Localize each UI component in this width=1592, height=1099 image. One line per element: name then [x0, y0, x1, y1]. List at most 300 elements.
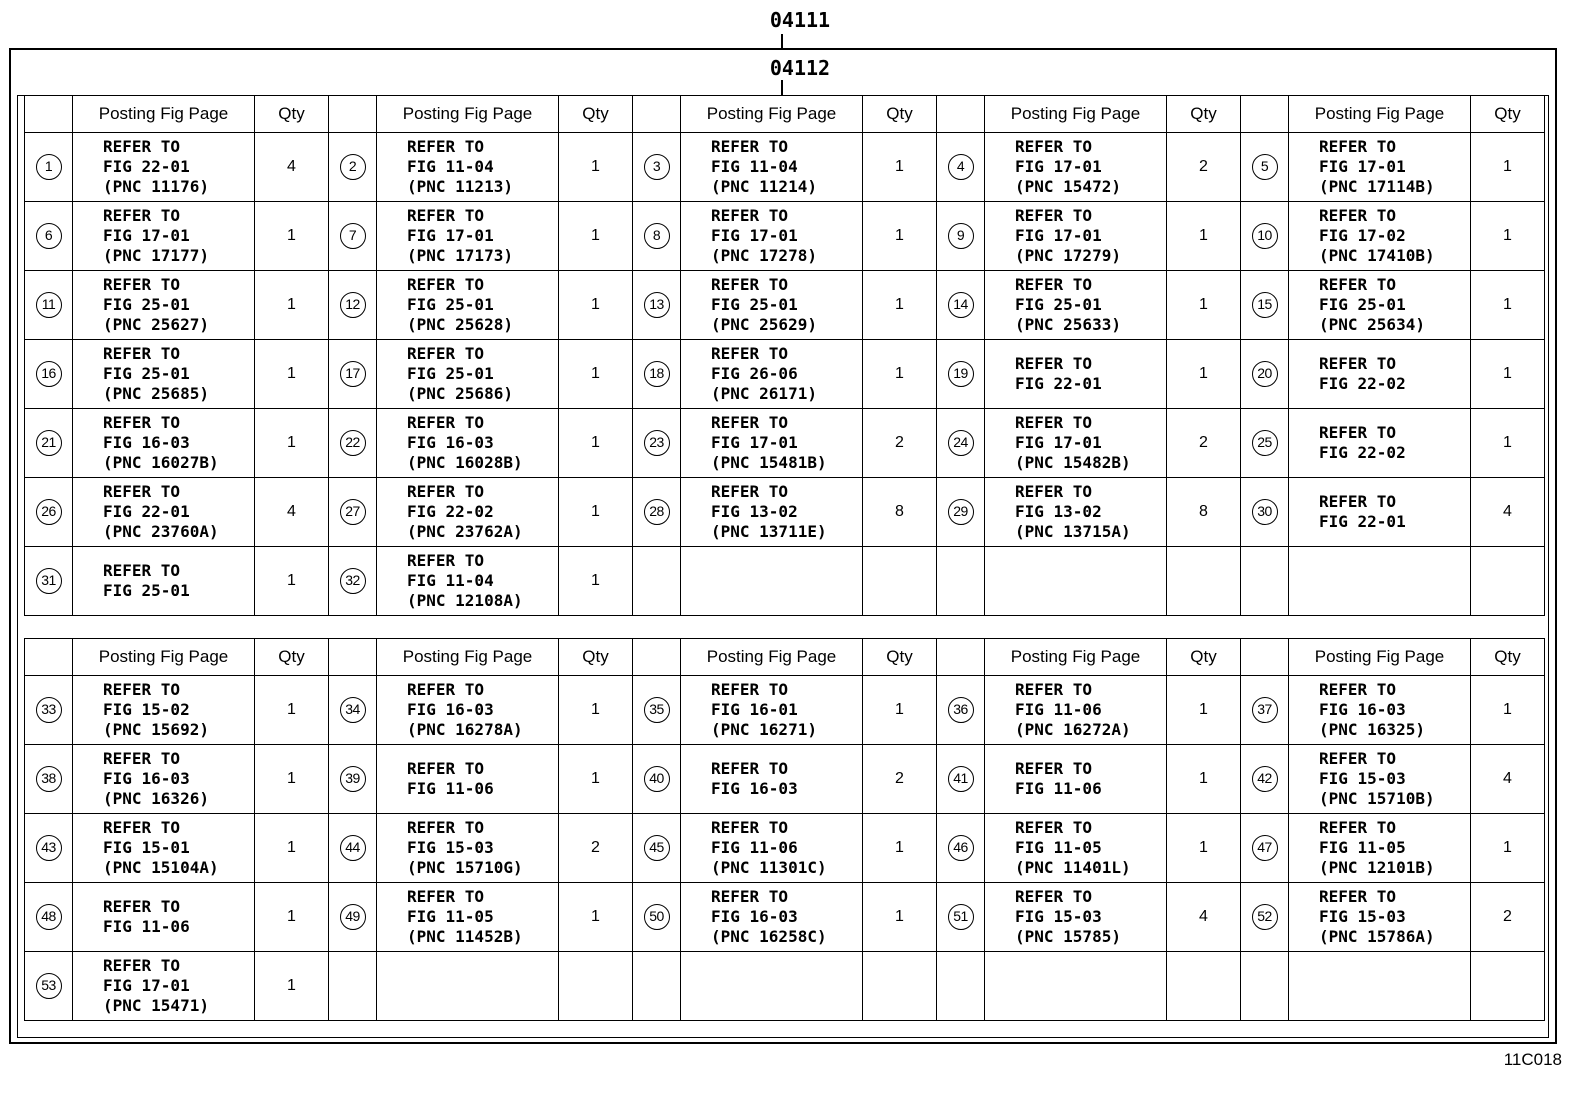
reference-line: FIG 16-03 — [103, 433, 190, 452]
reference-line: FIG 22-01 — [1015, 374, 1102, 393]
reference-line: REFER TO — [1015, 137, 1093, 156]
reference-line: FIG 16-01 — [711, 700, 798, 719]
qty-cell: 1 — [559, 547, 633, 616]
reference-cell — [73, 547, 255, 616]
reference-cell — [73, 952, 255, 1021]
item-number-badge: 53 — [36, 973, 62, 999]
reference-cell — [1289, 202, 1471, 271]
header-item-number — [1241, 639, 1289, 676]
item-number-cell — [937, 340, 985, 409]
reference-line: FIG 15-02 — [103, 700, 190, 719]
item-number-badge: 5 — [1252, 154, 1278, 180]
item-number-cell — [25, 676, 73, 745]
table-row — [25, 676, 1545, 745]
reference-line: FIG 17-01 — [103, 976, 190, 995]
qty-cell: 4 — [1471, 478, 1545, 547]
qty-cell: 1 — [255, 676, 329, 745]
reference-line: REFER TO — [1015, 759, 1093, 778]
header-qty: Qty — [863, 639, 937, 676]
reference-line: FIG 26-06 — [711, 364, 798, 383]
item-number-cell — [937, 271, 985, 340]
qty-cell: 1 — [863, 133, 937, 202]
reference-line: FIG 11-05 — [1319, 838, 1406, 857]
reference-line: REFER TO — [407, 887, 485, 906]
reference-line: REFER TO — [103, 482, 181, 501]
reference-line: FIG 11-04 — [407, 571, 494, 590]
item-number-cell — [25, 271, 73, 340]
reference-line: REFER TO — [1319, 206, 1397, 225]
reference-line: REFER TO — [1319, 137, 1397, 156]
qty-cell: 1 — [863, 883, 937, 952]
reference-cell — [681, 883, 863, 952]
qty-cell: 1 — [559, 676, 633, 745]
reference-line: FIG 16-03 — [711, 907, 798, 926]
reference-line: REFER TO — [711, 413, 789, 432]
qty-cell: 1 — [1167, 340, 1241, 409]
qty-cell: 1 — [255, 340, 329, 409]
reference-line: (PNC 17278) — [711, 246, 817, 265]
reference-cell — [73, 340, 255, 409]
reference-cell — [1289, 952, 1471, 1021]
qty-cell: 1 — [863, 676, 937, 745]
reference-line: (PNC 25627) — [103, 315, 209, 334]
reference-line: (PNC 17279) — [1015, 246, 1121, 265]
item-number-badge: 7 — [340, 223, 366, 249]
reference-line: (PNC 11301C) — [711, 858, 827, 877]
qty-cell: 1 — [1471, 340, 1545, 409]
item-number-cell — [25, 952, 73, 1021]
item-number-badge: 52 — [1252, 904, 1278, 930]
reference-line: REFER TO — [103, 749, 181, 768]
item-number-cell — [633, 814, 681, 883]
reference-line: REFER TO — [103, 956, 181, 975]
reference-line: (PNC 16326) — [103, 789, 209, 808]
item-number-cell — [25, 133, 73, 202]
reference-line: REFER TO — [711, 344, 789, 363]
reference-cell — [681, 340, 863, 409]
item-number-badge: 15 — [1252, 292, 1278, 318]
reference-cell — [377, 547, 559, 616]
reference-line: REFER TO — [103, 275, 181, 294]
table-row — [25, 814, 1545, 883]
parts-table-2 — [24, 638, 1545, 1021]
reference-line: REFER TO — [103, 137, 181, 156]
reference-line: FIG 25-01 — [103, 364, 190, 383]
reference-line: REFER TO — [103, 344, 181, 363]
reference-line: FIG 16-03 — [1319, 700, 1406, 719]
item-number-cell — [1241, 883, 1289, 952]
reference-line: (PNC 23762A) — [407, 522, 523, 541]
reference-cell — [73, 814, 255, 883]
item-number-badge: 2 — [340, 154, 366, 180]
header-qty: Qty — [1471, 96, 1545, 133]
item-number-badge: 36 — [948, 697, 974, 723]
qty-cell — [1471, 952, 1545, 1021]
reference-line: FIG 25-01 — [103, 295, 190, 314]
item-number-badge: 37 — [1252, 697, 1278, 723]
reference-line: (PNC 13711E) — [711, 522, 827, 541]
reference-line: FIG 16-03 — [711, 779, 798, 798]
item-number-cell — [633, 547, 681, 616]
header-posting-fig-page: Posting Fig Page — [1289, 639, 1471, 676]
reference-line: REFER TO — [407, 482, 485, 501]
item-number-cell — [25, 547, 73, 616]
table-row — [25, 547, 1545, 616]
reference-line: REFER TO — [1015, 482, 1093, 501]
qty-cell — [1167, 547, 1241, 616]
header-qty: Qty — [255, 96, 329, 133]
reference-cell — [1289, 340, 1471, 409]
reference-line: FIG 17-01 — [1015, 433, 1102, 452]
item-number-cell — [937, 745, 985, 814]
item-number-cell — [633, 340, 681, 409]
header-item-number — [937, 639, 985, 676]
qty-cell: 1 — [1471, 271, 1545, 340]
item-number-cell — [937, 202, 985, 271]
reference-line: FIG 11-04 — [711, 157, 798, 176]
reference-line: FIG 22-02 — [1319, 443, 1406, 462]
header-item-number — [633, 639, 681, 676]
reference-line: FIG 22-02 — [1319, 374, 1406, 393]
reference-cell — [681, 676, 863, 745]
table-row — [25, 133, 1545, 202]
item-number-badge: 28 — [644, 499, 670, 525]
item-number-badge: 41 — [948, 766, 974, 792]
item-number-badge: 10 — [1252, 223, 1278, 249]
qty-cell: 1 — [1167, 676, 1241, 745]
qty-cell: 1 — [255, 814, 329, 883]
qty-cell: 1 — [559, 883, 633, 952]
reference-cell — [985, 202, 1167, 271]
item-number-cell — [329, 409, 377, 478]
reference-line: (PNC 25685) — [103, 384, 209, 403]
qty-cell: 1 — [1471, 814, 1545, 883]
reference-cell — [73, 478, 255, 547]
reference-cell — [681, 952, 863, 1021]
reference-line: REFER TO — [1319, 887, 1397, 906]
reference-cell — [1289, 745, 1471, 814]
header-item-number — [937, 96, 985, 133]
qty-cell: 2 — [1471, 883, 1545, 952]
reference-cell — [681, 271, 863, 340]
item-number-badge: 17 — [340, 361, 366, 387]
item-number-cell — [633, 676, 681, 745]
reference-cell — [1289, 409, 1471, 478]
reference-line: REFER TO — [711, 137, 789, 156]
table-row — [25, 202, 1545, 271]
table-row — [25, 478, 1545, 547]
table-row — [25, 883, 1545, 952]
item-number-badge: 44 — [340, 835, 366, 861]
item-number-cell — [1241, 478, 1289, 547]
item-number-badge: 30 — [1252, 499, 1278, 525]
reference-line: REFER TO — [1015, 887, 1093, 906]
reference-line: REFER TO — [711, 275, 789, 294]
reference-line: REFER TO — [711, 887, 789, 906]
reference-line: REFER TO — [1015, 818, 1093, 837]
qty-cell: 4 — [255, 478, 329, 547]
reference-line: (PNC 11176) — [103, 177, 209, 196]
item-number-cell — [633, 202, 681, 271]
qty-cell: 1 — [255, 547, 329, 616]
reference-line: (PNC 12101B) — [1319, 858, 1435, 877]
reference-line: (PNC 16278A) — [407, 720, 523, 739]
item-number-cell — [329, 814, 377, 883]
qty-cell: 1 — [863, 271, 937, 340]
reference-cell — [377, 676, 559, 745]
item-number-badge: 11 — [36, 292, 62, 318]
reference-line: REFER TO — [711, 206, 789, 225]
item-number-badge: 4 — [948, 154, 974, 180]
header-qty: Qty — [863, 96, 937, 133]
reference-line: FIG 15-03 — [407, 838, 494, 857]
item-number-badge: 42 — [1252, 766, 1278, 792]
item-number-cell — [633, 883, 681, 952]
reference-line: (PNC 25629) — [711, 315, 817, 334]
qty-cell: 1 — [559, 478, 633, 547]
reference-line: FIG 16-03 — [103, 769, 190, 788]
reference-line: FIG 25-01 — [103, 581, 190, 600]
item-number-cell — [329, 745, 377, 814]
qty-cell: 1 — [559, 133, 633, 202]
table-row — [25, 745, 1545, 814]
qty-cell: 1 — [255, 883, 329, 952]
item-number-cell — [937, 676, 985, 745]
qty-cell — [863, 547, 937, 616]
item-number-badge: 12 — [340, 292, 366, 318]
item-number-cell — [937, 883, 985, 952]
reference-cell — [73, 271, 255, 340]
reference-line: FIG 16-03 — [407, 700, 494, 719]
item-number-badge: 48 — [36, 904, 62, 930]
reference-line: REFER TO — [711, 680, 789, 699]
reference-line: FIG 11-06 — [103, 917, 190, 936]
item-number-cell — [1241, 409, 1289, 478]
reference-line: (PNC 11401L) — [1015, 858, 1131, 877]
item-number-cell — [329, 676, 377, 745]
item-number-badge: 47 — [1252, 835, 1278, 861]
header-posting-fig-page: Posting Fig Page — [1289, 96, 1471, 133]
reference-line: FIG 25-01 — [711, 295, 798, 314]
reference-line: (PNC 15710G) — [407, 858, 523, 877]
item-number-badge: 1 — [36, 154, 62, 180]
item-number-badge: 20 — [1252, 361, 1278, 387]
reference-line: FIG 11-05 — [1015, 838, 1102, 857]
reference-line: REFER TO — [103, 413, 181, 432]
reference-cell — [1289, 883, 1471, 952]
reference-line: FIG 17-01 — [1015, 157, 1102, 176]
reference-line: REFER TO — [1015, 354, 1093, 373]
reference-line: FIG 11-06 — [711, 838, 798, 857]
item-number-cell — [937, 478, 985, 547]
reference-cell — [681, 814, 863, 883]
reference-line: (PNC 15692) — [103, 720, 209, 739]
reference-cell — [377, 271, 559, 340]
header-item-number — [329, 639, 377, 676]
qty-cell: 2 — [1167, 409, 1241, 478]
item-number-badge: 50 — [644, 904, 670, 930]
header-qty: Qty — [1471, 639, 1545, 676]
header-item-number — [329, 96, 377, 133]
qty-cell: 4 — [1471, 745, 1545, 814]
reference-line: FIG 11-06 — [1015, 779, 1102, 798]
item-number-cell — [1241, 676, 1289, 745]
reference-line: FIG 16-03 — [407, 433, 494, 452]
qty-cell: 8 — [863, 478, 937, 547]
item-number-cell — [937, 952, 985, 1021]
item-number-cell — [329, 952, 377, 1021]
qty-cell: 2 — [559, 814, 633, 883]
item-number-cell — [1241, 952, 1289, 1021]
reference-cell — [985, 340, 1167, 409]
header-posting-fig-page: Posting Fig Page — [985, 639, 1167, 676]
table-row — [25, 340, 1545, 409]
reference-line: REFER TO — [1319, 354, 1397, 373]
header-posting-fig-page: Posting Fig Page — [681, 639, 863, 676]
reference-line: REFER TO — [1015, 206, 1093, 225]
reference-line: FIG 17-01 — [1319, 157, 1406, 176]
reference-line: (PNC 11213) — [407, 177, 513, 196]
item-number-cell — [633, 952, 681, 1021]
reference-line: (PNC 12108A) — [407, 591, 523, 610]
reference-line: (PNC 25633) — [1015, 315, 1121, 334]
reference-line: FIG 25-01 — [1319, 295, 1406, 314]
item-number-cell — [937, 814, 985, 883]
qty-cell: 2 — [1167, 133, 1241, 202]
reference-cell — [681, 202, 863, 271]
item-number-badge: 27 — [340, 499, 366, 525]
reference-cell — [73, 202, 255, 271]
reference-cell — [1289, 271, 1471, 340]
reference-line: (PNC 25628) — [407, 315, 513, 334]
table-row — [25, 952, 1545, 1021]
header-posting-fig-page: Posting Fig Page — [377, 639, 559, 676]
qty-cell: 1 — [559, 409, 633, 478]
reference-cell — [681, 547, 863, 616]
item-number-badge: 49 — [340, 904, 366, 930]
reference-cell — [73, 133, 255, 202]
reference-cell — [681, 133, 863, 202]
reference-line: REFER TO — [407, 680, 485, 699]
item-number-badge: 29 — [948, 499, 974, 525]
reference-line: REFER TO — [407, 413, 485, 432]
reference-line: REFER TO — [711, 818, 789, 837]
header-item-number — [25, 639, 73, 676]
reference-line: FIG 22-01 — [103, 157, 190, 176]
reference-line: (PNC 17177) — [103, 246, 209, 265]
reference-cell — [985, 409, 1167, 478]
qty-cell: 1 — [255, 409, 329, 478]
item-number-badge: 19 — [948, 361, 974, 387]
reference-cell — [985, 271, 1167, 340]
reference-cell — [377, 409, 559, 478]
reference-line: REFER TO — [1015, 680, 1093, 699]
item-number-badge: 24 — [948, 430, 974, 456]
qty-cell: 1 — [863, 202, 937, 271]
item-number-cell — [25, 478, 73, 547]
reference-line: FIG 13-02 — [711, 502, 798, 521]
reference-cell — [73, 676, 255, 745]
reference-line: FIG 22-02 — [407, 502, 494, 521]
reference-line: REFER TO — [407, 275, 485, 294]
reference-line: REFER TO — [1319, 818, 1397, 837]
item-number-badge: 33 — [36, 697, 62, 723]
item-number-cell — [329, 271, 377, 340]
header-posting-fig-page: Posting Fig Page — [73, 96, 255, 133]
header-qty: Qty — [559, 639, 633, 676]
reference-cell — [1289, 478, 1471, 547]
reference-line: (PNC 15710B) — [1319, 789, 1435, 808]
reference-cell — [377, 814, 559, 883]
reference-cell — [985, 133, 1167, 202]
qty-cell: 1 — [559, 202, 633, 271]
header-posting-fig-page: Posting Fig Page — [681, 96, 863, 133]
item-number-cell — [1241, 814, 1289, 883]
reference-cell — [377, 340, 559, 409]
item-number-cell — [25, 814, 73, 883]
reference-line: FIG 13-02 — [1015, 502, 1102, 521]
item-number-badge: 39 — [340, 766, 366, 792]
item-number-cell — [25, 340, 73, 409]
table-header-row — [25, 639, 1545, 676]
reference-line: FIG 11-06 — [407, 779, 494, 798]
reference-line: (PNC 15482B) — [1015, 453, 1131, 472]
qty-cell: 1 — [1167, 202, 1241, 271]
reference-line: (PNC 15472) — [1015, 177, 1121, 196]
header-qty: Qty — [255, 639, 329, 676]
assembly-label-04111: 04111 — [769, 8, 831, 32]
item-number-cell — [1241, 271, 1289, 340]
header-posting-fig-page: Posting Fig Page — [985, 96, 1167, 133]
reference-line: REFER TO — [407, 818, 485, 837]
item-number-cell — [633, 133, 681, 202]
reference-cell — [681, 409, 863, 478]
reference-cell — [1289, 547, 1471, 616]
reference-cell — [985, 814, 1167, 883]
qty-cell: 1 — [1167, 271, 1241, 340]
item-number-cell — [329, 547, 377, 616]
reference-line: REFER TO — [407, 137, 485, 156]
item-number-badge: 46 — [948, 835, 974, 861]
reference-line: FIG 22-01 — [103, 502, 190, 521]
reference-cell — [1289, 676, 1471, 745]
table-row — [25, 409, 1545, 478]
reference-line: REFER TO — [407, 759, 485, 778]
reference-line: FIG 17-01 — [103, 226, 190, 245]
qty-cell: 8 — [1167, 478, 1241, 547]
header-item-number — [1241, 96, 1289, 133]
reference-line: REFER TO — [407, 551, 485, 570]
table-header-row — [25, 96, 1545, 133]
reference-cell — [73, 883, 255, 952]
reference-line: FIG 15-03 — [1015, 907, 1102, 926]
item-number-badge: 18 — [644, 361, 670, 387]
reference-line: FIG 25-01 — [407, 364, 494, 383]
reference-cell — [985, 745, 1167, 814]
reference-line: REFER TO — [1319, 680, 1397, 699]
reference-line: (PNC 17410B) — [1319, 246, 1435, 265]
reference-cell — [377, 952, 559, 1021]
qty-cell: 2 — [863, 745, 937, 814]
reference-cell — [73, 745, 255, 814]
table-row — [25, 271, 1545, 340]
reference-line: REFER TO — [1015, 413, 1093, 432]
reference-cell — [377, 133, 559, 202]
reference-line: REFER TO — [103, 897, 181, 916]
item-number-cell — [1241, 133, 1289, 202]
reference-line: (PNC 17173) — [407, 246, 513, 265]
item-number-badge: 38 — [36, 766, 62, 792]
